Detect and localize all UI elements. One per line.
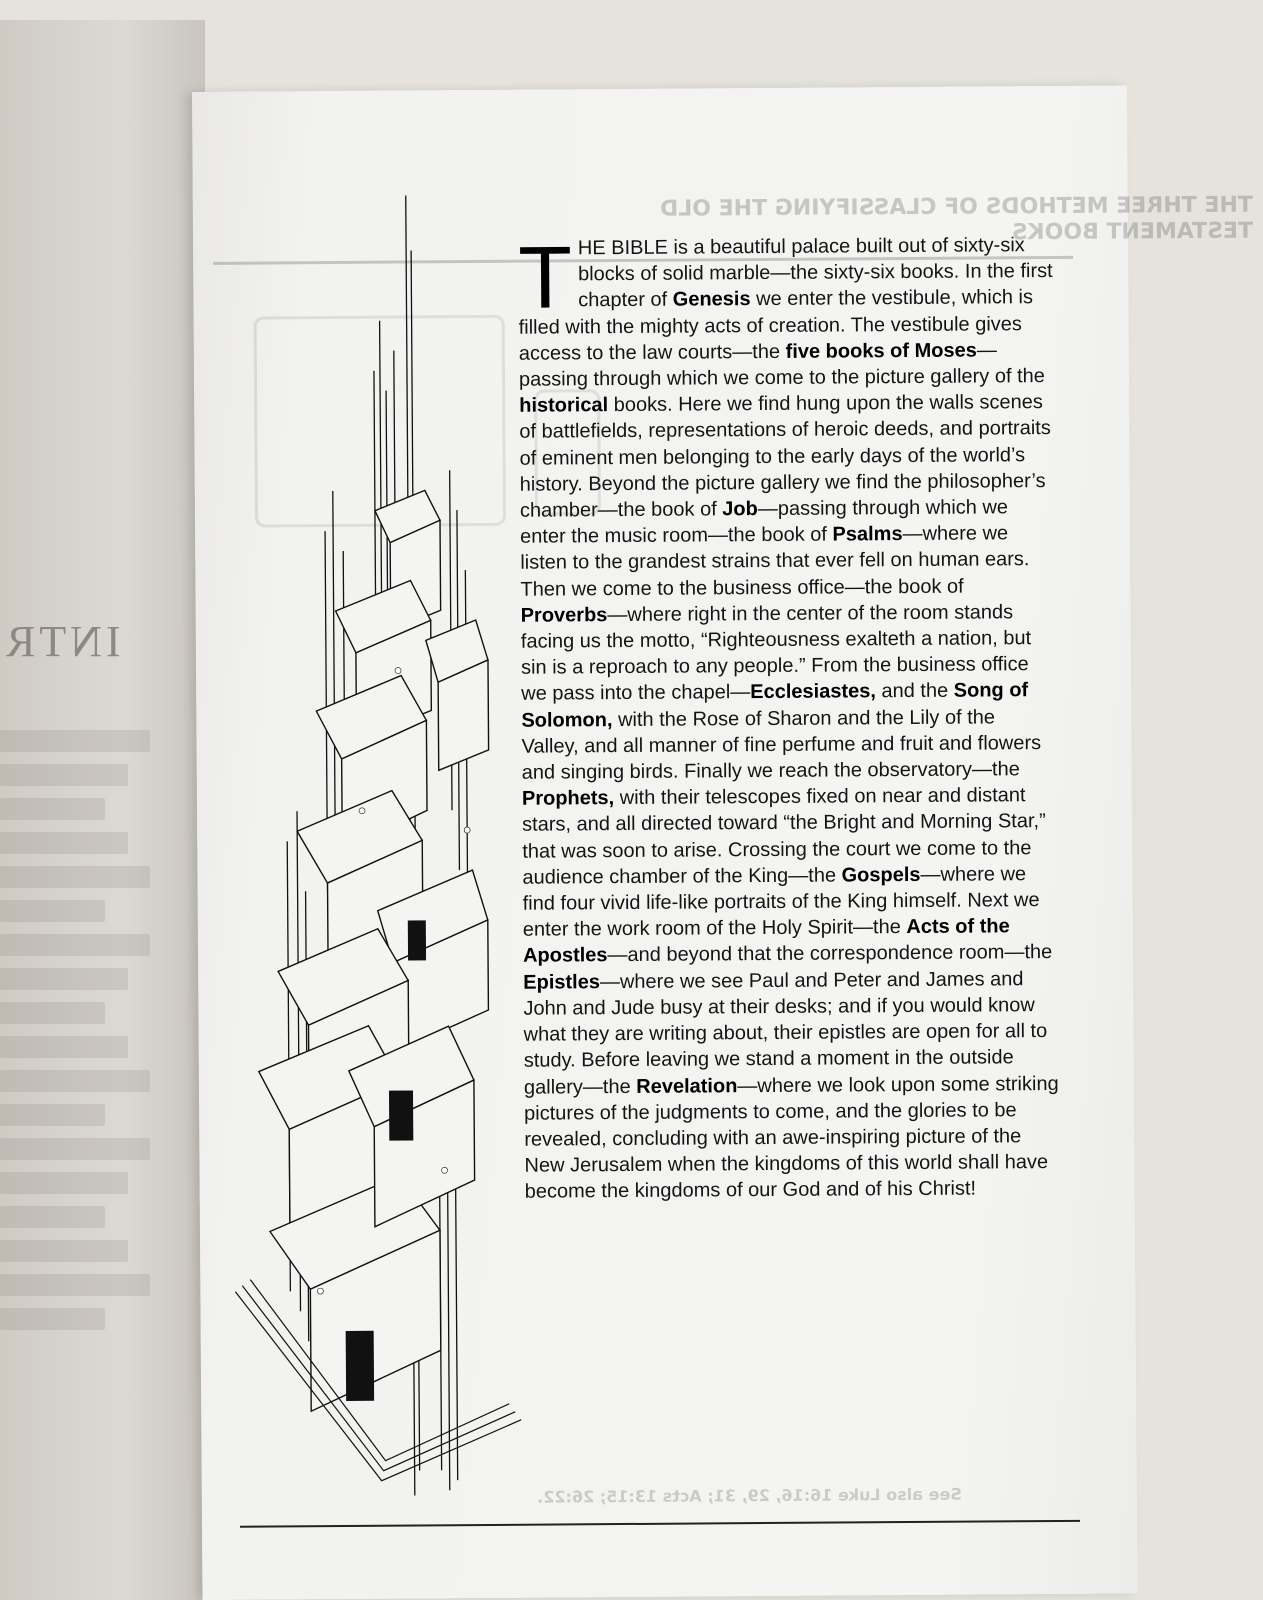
- text-segment: we enter the vestibule, which is filled with the mighty acts of creation. The vestibule gives access to the law courts—the: [518, 286, 1034, 365]
- text-segment: —where we look upon some striking pictures of the judgments to come, and the glories to be revealed, concluding with an awe-inspiring picture of the New Jerusalem when the kingdoms of this world shall have become the kingdoms of our God and of his Christ!: [524, 1072, 1059, 1204]
- text-segment: —passing through which we come to the picture gallery of the: [518, 339, 1045, 391]
- bottom-rule: [240, 1520, 1080, 1528]
- drop-cap: T: [517, 227, 573, 327]
- text-segment: —where right in the center of the room stands facing us the motto, “Righteousness exalteth a nation, but sin is a reproach to any people.” From the business office we pass into the chapel—: [520, 601, 1032, 706]
- book-name: Job: [722, 498, 758, 521]
- show-through-heading: THE THREE METHODS OF CLASSIFYING THE OLD TESTAMENT BOOKS: [659, 192, 1254, 246]
- book-name: Prophets,: [521, 787, 615, 810]
- book-name: five books of Moses: [785, 339, 977, 363]
- palace-illustration: [223, 190, 532, 1512]
- book-name: historical: [519, 394, 609, 417]
- body-paragraph: [517, 227, 1060, 1205]
- text-segment: books. Here we find hung upon the walls scenes of battlefields, representations of heroic deeds, and portraits of eminent men belonging to the early days of the world’s history. Beyond the picture gallery we find the philosopher’s chamber—the book of: [519, 391, 1051, 522]
- book-name: Gospels: [841, 863, 921, 887]
- book-name: Proverbs: [520, 603, 608, 627]
- text-segment: —where we find four vivid life-like portraits of the King himself. Next we enter the work room of the Holy Spirit—the: [522, 863, 1040, 941]
- previous-page-heading: INTR: [2, 617, 121, 666]
- book-name: Genesis: [672, 288, 751, 312]
- text-segment: —where we listen to the grandest strains that ever fell on human ears. Then we come to the business office—the book of: [520, 522, 1030, 601]
- book-name: Epistles: [523, 970, 601, 994]
- book-name: Acts of the Apostles: [522, 915, 1010, 968]
- book-name: Song of Solomon,: [521, 679, 1029, 732]
- show-through-footer: See also Luke 16:16, 29, 31; Acts 13:15; 26:22.: [537, 1484, 962, 1507]
- text-segment: and the: [875, 680, 954, 703]
- previous-page-bleed-text: [0, 730, 150, 1342]
- book-name: Ecclesiastes,: [750, 680, 876, 704]
- book-name: Psalms: [832, 523, 903, 546]
- text-segment: with their telescopes fixed on near and distant stars, and all directed toward “the Bright and Morning Star,” that was soon to arise. Crossing the court we come to the audience chamber of the King—the: [522, 784, 1046, 889]
- text-segment: with the Rose of Sharon and the Lily of the Valley, and all manner of fine perfume and fruit and flowers and singing birds. Finally we reach the observatory—the: [521, 706, 1042, 784]
- text-segment: —and beyond that the correspondence room—the: [607, 941, 1053, 967]
- text-segment: —passing through which we enter the music room—the book of: [520, 496, 1009, 548]
- book-page: [192, 85, 1254, 1599]
- text-segment: HE BIBLE is a beautiful palace built out of sixty-six blocks of solid marble—the sixty-six books. In the first chapter of: [577, 234, 1053, 312]
- previous-page: [0, 20, 205, 1600]
- text-segment: —where we see Paul and Peter and James and John and Jude busy at their desks; and if you would know what they are writing about, their epistles are open for all to study. Before leaving we stand a moment in the outside gallery—the: [523, 967, 1048, 1099]
- book-name: Revelation: [636, 1074, 738, 1098]
